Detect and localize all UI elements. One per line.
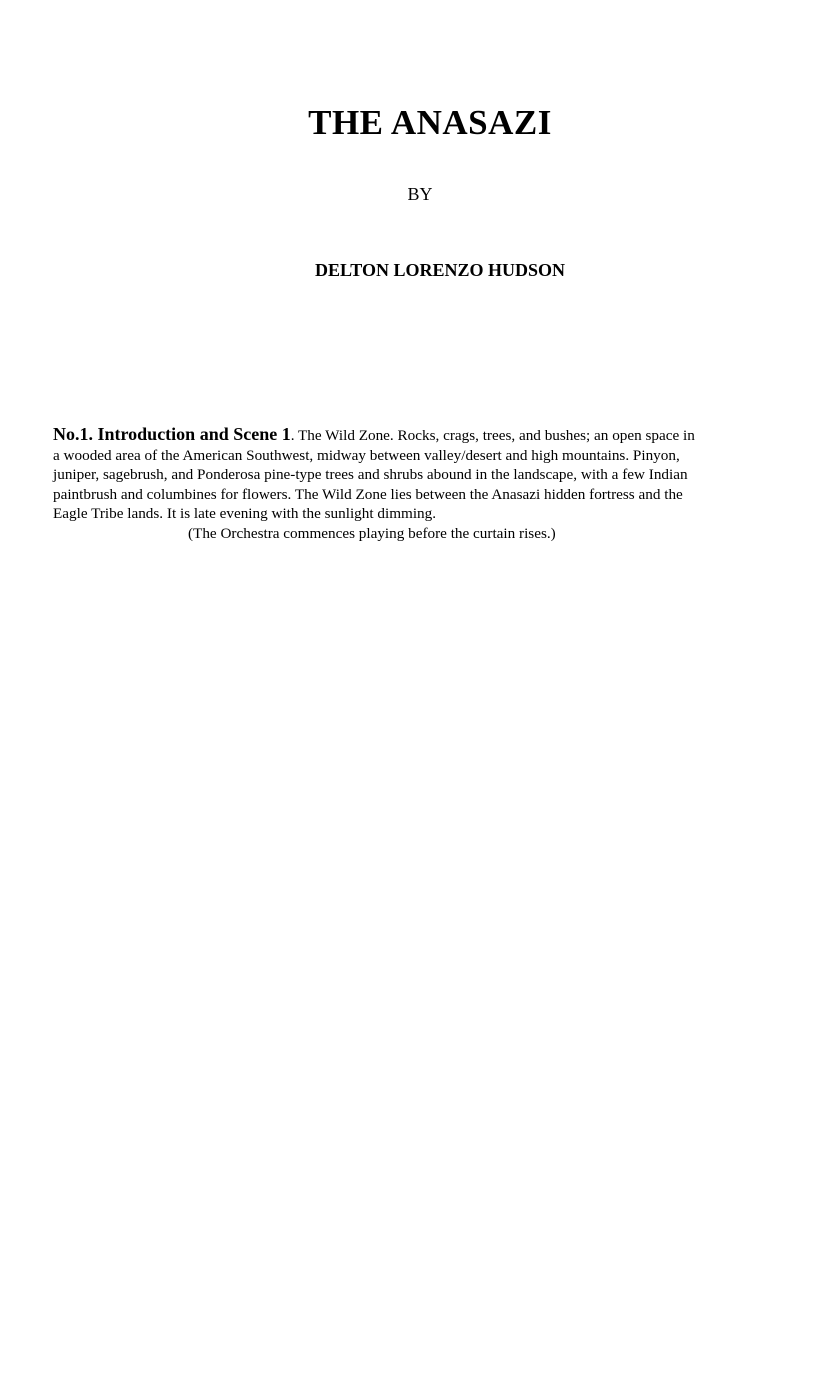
scene-line-2: a wooded area of the American Southwest, midway between valley/desert and high mountains. Pinyon, xyxy=(53,446,680,464)
scene-line-5: Eagle Tribe lands. It is late evening with the sunlight dimming. xyxy=(53,505,437,522)
scene-heading: No.1. Introduction and Scene 1 xyxy=(53,424,291,444)
scene-line-3: juniper, sagebrush, and Ponderosa pine-type trees and shrubs abound in the landscape, with a few Indian xyxy=(53,466,688,483)
byline: BY xyxy=(407,184,433,204)
scene-line-4: paintbrush and columbines for flowers. The Wild Zone lies between the Anasazi hidden fortress and the xyxy=(53,485,683,503)
stage-direction: (The Orchestra commences playing before the curtain rises.) xyxy=(188,525,556,542)
scene-description xyxy=(53,425,763,524)
document-title: THE ANASAZI xyxy=(308,103,552,142)
scene-line-1: The Wild Zone. Rocks, crags, trees, and bushes; an open space in xyxy=(294,427,695,444)
scene-heading-period: . xyxy=(290,427,295,444)
author-name: DELTON LORENZO HUDSON xyxy=(314,260,566,280)
